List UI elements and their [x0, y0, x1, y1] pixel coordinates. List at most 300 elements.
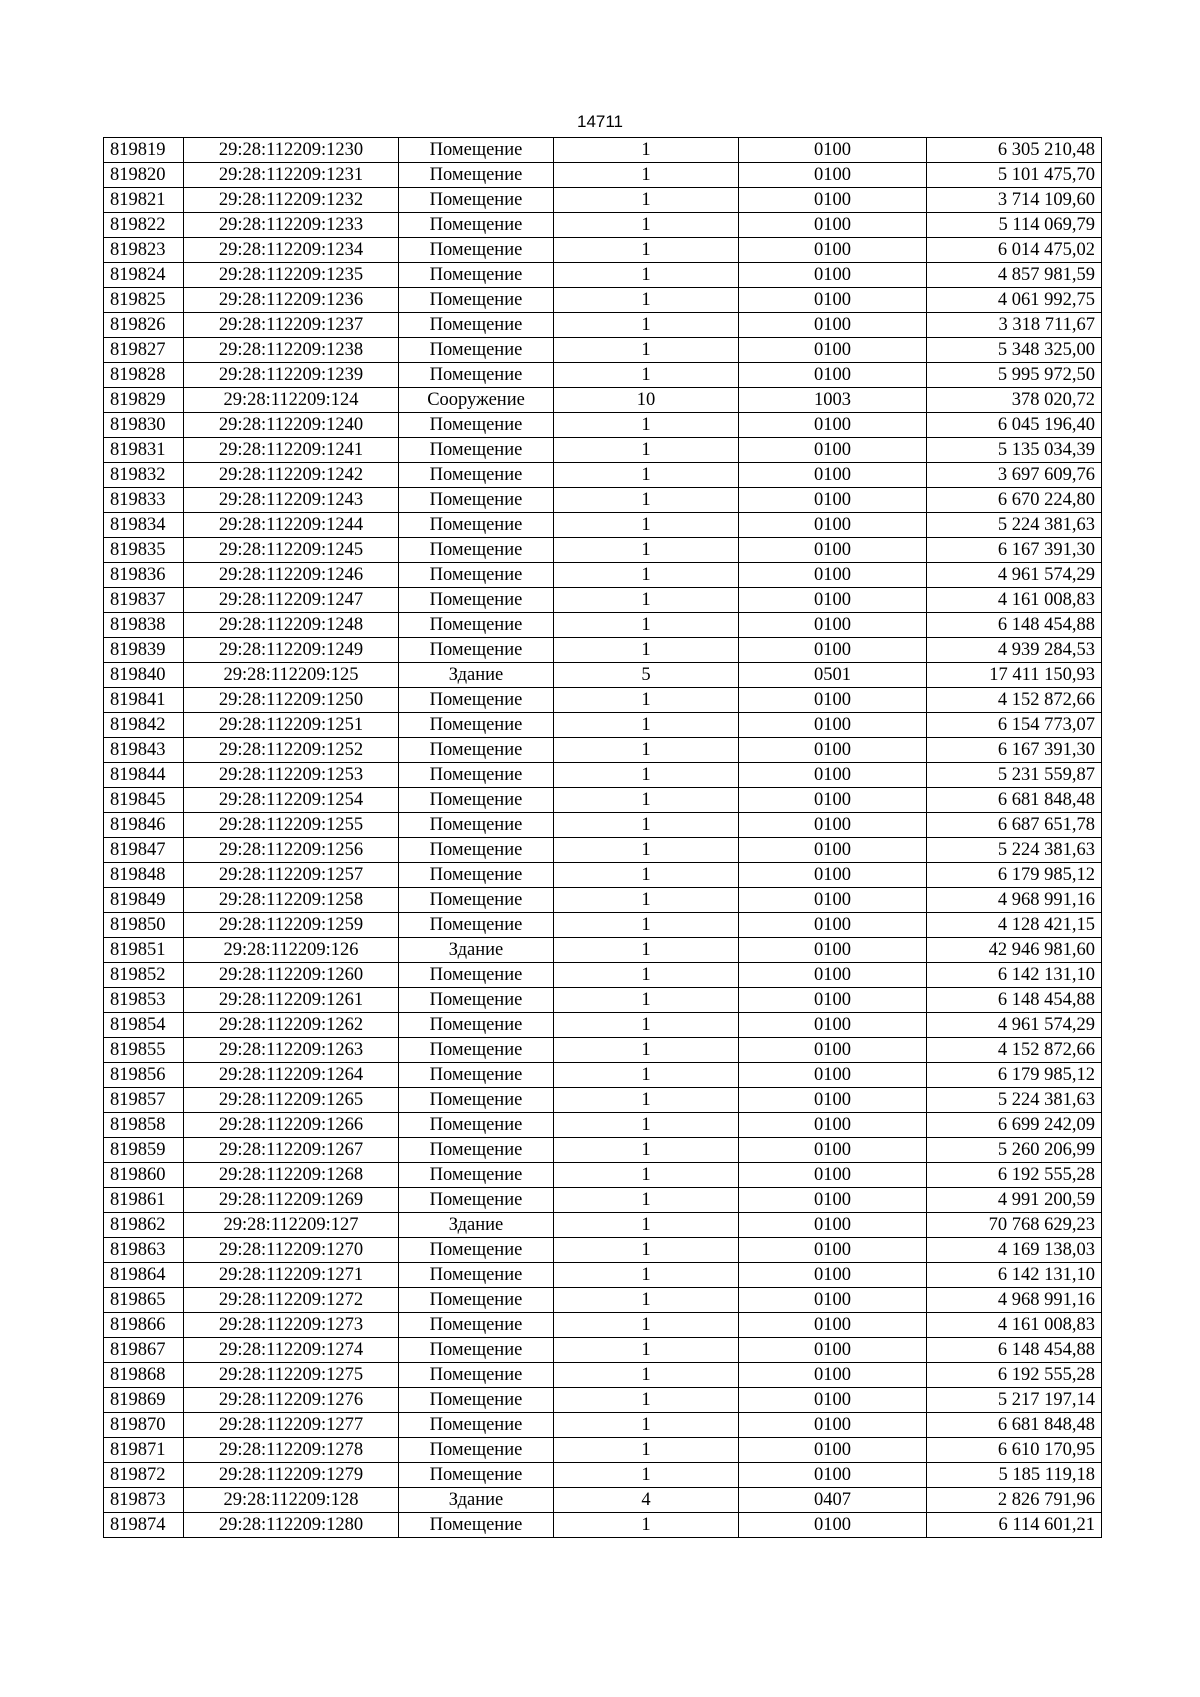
table-row: [104, 763, 1102, 788]
cadastral-number-cell: 29:28:112209:128: [184, 1488, 399, 1513]
object-type-cell: Помещение: [399, 763, 554, 788]
row-number-cell: 819833: [104, 488, 184, 513]
count-cell: 1: [554, 1238, 739, 1263]
count-cell: 1: [554, 988, 739, 1013]
table-row: [104, 963, 1102, 988]
cadastral-number-cell: 29:28:112209:1246: [184, 563, 399, 588]
row-number-cell: 819856: [104, 1063, 184, 1088]
table-row: [104, 1313, 1102, 1338]
table-row: [104, 513, 1102, 538]
cadastral-number-cell: 29:28:112209:125: [184, 663, 399, 688]
cadastral-number-cell: 29:28:112209:126: [184, 938, 399, 963]
row-number-cell: 819860: [104, 1163, 184, 1188]
table-row: [104, 1138, 1102, 1163]
cadastral-value-cell: 6 192 555,28: [927, 1363, 1102, 1388]
row-number-cell: 819845: [104, 788, 184, 813]
table-row: [104, 588, 1102, 613]
table-row: [104, 838, 1102, 863]
count-cell: 1: [554, 188, 739, 213]
cadastral-value-cell: 4 968 991,16: [927, 888, 1102, 913]
count-cell: 10: [554, 388, 739, 413]
row-number-cell: 819846: [104, 813, 184, 838]
cadastral-value-cell: 6 699 242,09: [927, 1113, 1102, 1138]
count-cell: 1: [554, 888, 739, 913]
object-type-cell: Помещение: [399, 1038, 554, 1063]
cadastral-number-cell: 29:28:112209:1271: [184, 1263, 399, 1288]
cadastral-number-cell: 29:28:112209:1268: [184, 1163, 399, 1188]
object-type-cell: Здание: [399, 1213, 554, 1238]
row-number-cell: 819830: [104, 413, 184, 438]
table-row: [104, 1213, 1102, 1238]
table-row: [104, 163, 1102, 188]
cadastral-value-cell: 4 968 991,16: [927, 1288, 1102, 1313]
code-cell: 0100: [739, 1313, 927, 1338]
table-row: [104, 488, 1102, 513]
cadastral-number-cell: 29:28:112209:1267: [184, 1138, 399, 1163]
count-cell: 1: [554, 488, 739, 513]
table-row: [104, 1088, 1102, 1113]
count-cell: 1: [554, 1213, 739, 1238]
object-type-cell: Помещение: [399, 413, 554, 438]
count-cell: 1: [554, 588, 739, 613]
cadastral-number-cell: 29:28:112209:1265: [184, 1088, 399, 1113]
table-row: [104, 463, 1102, 488]
cadastral-number-cell: 29:28:112209:1245: [184, 538, 399, 563]
cadastral-value-cell: 6 142 131,10: [927, 1263, 1102, 1288]
cadastral-number-cell: 29:28:112209:127: [184, 1213, 399, 1238]
cadastral-value-cell: 5 135 034,39: [927, 438, 1102, 463]
object-type-cell: Помещение: [399, 838, 554, 863]
cadastral-number-cell: 29:28:112209:1241: [184, 438, 399, 463]
cadastral-number-cell: 29:28:112209:1278: [184, 1438, 399, 1463]
table-row: [104, 138, 1102, 163]
count-cell: 1: [554, 1263, 739, 1288]
object-type-cell: Помещение: [399, 1288, 554, 1313]
code-cell: 0100: [739, 463, 927, 488]
object-type-cell: Помещение: [399, 1088, 554, 1113]
row-number-cell: 819820: [104, 163, 184, 188]
cadastral-number-cell: 29:28:112209:1272: [184, 1288, 399, 1313]
cadastral-value-cell: 6 148 454,88: [927, 613, 1102, 638]
count-cell: 1: [554, 838, 739, 863]
row-number-cell: 819837: [104, 588, 184, 613]
row-number-cell: 819823: [104, 238, 184, 263]
row-number-cell: 819838: [104, 613, 184, 638]
count-cell: 1: [554, 1513, 739, 1538]
row-number-cell: 819853: [104, 988, 184, 1013]
cadastral-value-cell: 6 148 454,88: [927, 1338, 1102, 1363]
cadastral-number-cell: 29:28:112209:1254: [184, 788, 399, 813]
cadastral-number-cell: 29:28:112209:1247: [184, 588, 399, 613]
count-cell: 1: [554, 763, 739, 788]
object-type-cell: Помещение: [399, 813, 554, 838]
count-cell: 1: [554, 863, 739, 888]
row-number-cell: 819874: [104, 1513, 184, 1538]
cadastral-number-cell: 29:28:112209:1234: [184, 238, 399, 263]
row-number-cell: 819854: [104, 1013, 184, 1038]
cadastral-number-cell: 29:28:112209:1257: [184, 863, 399, 888]
count-cell: 1: [554, 1288, 739, 1313]
row-number-cell: 819859: [104, 1138, 184, 1163]
cadastral-number-cell: 29:28:112209:1244: [184, 513, 399, 538]
count-cell: 1: [554, 1013, 739, 1038]
cadastral-value-cell: 5 995 972,50: [927, 363, 1102, 388]
cadastral-value-cell: 6 167 391,30: [927, 738, 1102, 763]
code-cell: 0100: [739, 1288, 927, 1313]
row-number-cell: 819829: [104, 388, 184, 413]
count-cell: 1: [554, 138, 739, 163]
table-row: [104, 1513, 1102, 1538]
cadastral-value-cell: 3 714 109,60: [927, 188, 1102, 213]
count-cell: 1: [554, 238, 739, 263]
cadastral-number-cell: 29:28:112209:1250: [184, 688, 399, 713]
table-row: [104, 1113, 1102, 1138]
cadastral-number-cell: 29:28:112209:1237: [184, 313, 399, 338]
table-row: [104, 238, 1102, 263]
cadastral-value-cell: 5 114 069,79: [927, 213, 1102, 238]
code-cell: 0100: [739, 738, 927, 763]
table-row: [104, 863, 1102, 888]
count-cell: 1: [554, 1038, 739, 1063]
count-cell: 1: [554, 1388, 739, 1413]
table-row: [104, 938, 1102, 963]
cadastral-number-cell: 29:28:112209:1266: [184, 1113, 399, 1138]
code-cell: 0100: [739, 1338, 927, 1363]
cadastral-value-cell: 4 161 008,83: [927, 588, 1102, 613]
cadastral-number-cell: 29:28:112209:1280: [184, 1513, 399, 1538]
object-type-cell: Здание: [399, 938, 554, 963]
table-row: [104, 1263, 1102, 1288]
cadastral-number-cell: 29:28:112209:1239: [184, 363, 399, 388]
object-type-cell: Помещение: [399, 713, 554, 738]
table-row: [104, 1438, 1102, 1463]
cadastral-value-cell: 4 161 008,83: [927, 1313, 1102, 1338]
count-cell: 1: [554, 163, 739, 188]
code-cell: 0100: [739, 263, 927, 288]
row-number-cell: 819870: [104, 1413, 184, 1438]
page-number: 14711: [576, 112, 623, 131]
object-type-cell: Помещение: [399, 1363, 554, 1388]
row-number-cell: 819819: [104, 138, 184, 163]
code-cell: 0100: [739, 913, 927, 938]
cadastral-value-cell: 4 169 138,03: [927, 1238, 1102, 1263]
cadastral-value-cell: 6 142 131,10: [927, 963, 1102, 988]
object-type-cell: Помещение: [399, 1388, 554, 1413]
object-type-cell: Помещение: [399, 588, 554, 613]
row-number-cell: 819824: [104, 263, 184, 288]
table-row: [104, 438, 1102, 463]
cadastral-number-cell: 29:28:112209:1252: [184, 738, 399, 763]
count-cell: 1: [554, 1088, 739, 1113]
code-cell: 0100: [739, 688, 927, 713]
table-row: [104, 538, 1102, 563]
cadastral-value-cell: 4 152 872,66: [927, 688, 1102, 713]
cadastral-value-cell: 5 217 197,14: [927, 1388, 1102, 1413]
count-cell: 1: [554, 913, 739, 938]
count-cell: 1: [554, 713, 739, 738]
object-type-cell: Помещение: [399, 913, 554, 938]
code-cell: 0407: [739, 1488, 927, 1513]
cadastral-value-cell: 5 348 325,00: [927, 338, 1102, 363]
cadastral-number-cell: 29:28:112209:1253: [184, 763, 399, 788]
object-type-cell: Здание: [399, 663, 554, 688]
count-cell: 1: [554, 263, 739, 288]
row-number-cell: 819828: [104, 363, 184, 388]
code-cell: 0100: [739, 338, 927, 363]
row-number-cell: 819832: [104, 463, 184, 488]
cadastral-value-cell: 6 179 985,12: [927, 1063, 1102, 1088]
table-row: [104, 563, 1102, 588]
table-row: [104, 313, 1102, 338]
code-cell: 0100: [739, 1138, 927, 1163]
cadastral-number-cell: 29:28:112209:1276: [184, 1388, 399, 1413]
table-row: [104, 338, 1102, 363]
object-type-cell: Помещение: [399, 263, 554, 288]
count-cell: 1: [554, 563, 739, 588]
row-number-cell: 819827: [104, 338, 184, 363]
cadastral-number-cell: 29:28:112209:1232: [184, 188, 399, 213]
table-row: [104, 288, 1102, 313]
cadastral-value-cell: 5 224 381,63: [927, 1088, 1102, 1113]
object-type-cell: Помещение: [399, 1263, 554, 1288]
cadastral-value-cell: 17 411 150,93: [927, 663, 1102, 688]
count-cell: 1: [554, 813, 739, 838]
object-type-cell: Помещение: [399, 863, 554, 888]
count-cell: 1: [554, 288, 739, 313]
row-number-cell: 819872: [104, 1463, 184, 1488]
row-number-cell: 819868: [104, 1363, 184, 1388]
code-cell: 0100: [739, 888, 927, 913]
count-cell: 1: [554, 338, 739, 363]
cadastral-number-cell: 29:28:112209:1238: [184, 338, 399, 363]
object-type-cell: Помещение: [399, 1463, 554, 1488]
count-cell: 1: [554, 938, 739, 963]
cadastral-number-cell: 29:28:112209:124: [184, 388, 399, 413]
row-number-cell: 819865: [104, 1288, 184, 1313]
row-number-cell: 819836: [104, 563, 184, 588]
table-row: [104, 388, 1102, 413]
count-cell: 1: [554, 638, 739, 663]
code-cell: 0100: [739, 363, 927, 388]
cadastral-value-cell: 6 014 475,02: [927, 238, 1102, 263]
cadastral-number-cell: 29:28:112209:1258: [184, 888, 399, 913]
object-type-cell: Помещение: [399, 1113, 554, 1138]
table-row: [104, 663, 1102, 688]
code-cell: 0100: [739, 1113, 927, 1138]
object-type-cell: Помещение: [399, 538, 554, 563]
count-cell: 1: [554, 1413, 739, 1438]
code-cell: 0100: [739, 763, 927, 788]
row-number-cell: 819851: [104, 938, 184, 963]
code-cell: 0100: [739, 1263, 927, 1288]
cadastral-value-cell: 6 167 391,30: [927, 538, 1102, 563]
object-type-cell: Помещение: [399, 188, 554, 213]
code-cell: 0100: [739, 288, 927, 313]
table-row: [104, 788, 1102, 813]
code-cell: 1003: [739, 388, 927, 413]
cadastral-value-cell: 6 045 196,40: [927, 413, 1102, 438]
row-number-cell: 819857: [104, 1088, 184, 1113]
code-cell: 0100: [739, 438, 927, 463]
row-number-cell: 819852: [104, 963, 184, 988]
object-type-cell: Помещение: [399, 1238, 554, 1263]
count-cell: 1: [554, 688, 739, 713]
row-number-cell: 819821: [104, 188, 184, 213]
row-number-cell: 819848: [104, 863, 184, 888]
count-cell: 1: [554, 463, 739, 488]
count-cell: 1: [554, 1063, 739, 1088]
cadastral-number-cell: 29:28:112209:1256: [184, 838, 399, 863]
code-cell: 0100: [739, 1163, 927, 1188]
code-cell: 0100: [739, 1363, 927, 1388]
code-cell: 0100: [739, 1388, 927, 1413]
cadastral-number-cell: 29:28:112209:1233: [184, 213, 399, 238]
object-type-cell: Помещение: [399, 163, 554, 188]
cadastral-value-cell: 4 128 421,15: [927, 913, 1102, 938]
cadastral-value-cell: 6 610 170,95: [927, 1438, 1102, 1463]
cadastral-number-cell: 29:28:112209:1259: [184, 913, 399, 938]
count-cell: 1: [554, 1188, 739, 1213]
code-cell: 0100: [739, 1413, 927, 1438]
code-cell: 0100: [739, 788, 927, 813]
row-number-cell: 819858: [104, 1113, 184, 1138]
cadastral-value-cell: 42 946 981,60: [927, 938, 1102, 963]
cadastral-number-cell: 29:28:112209:1231: [184, 163, 399, 188]
table-row: [104, 363, 1102, 388]
object-type-cell: Помещение: [399, 788, 554, 813]
object-type-cell: Помещение: [399, 1338, 554, 1363]
row-number-cell: 819869: [104, 1388, 184, 1413]
code-cell: 0100: [739, 138, 927, 163]
row-number-cell: 819847: [104, 838, 184, 863]
row-number-cell: 819843: [104, 738, 184, 763]
code-cell: 0100: [739, 488, 927, 513]
object-type-cell: Здание: [399, 1488, 554, 1513]
code-cell: 0100: [739, 1238, 927, 1263]
table-row: [104, 813, 1102, 838]
count-cell: 1: [554, 1113, 739, 1138]
object-type-cell: Помещение: [399, 888, 554, 913]
object-type-cell: Помещение: [399, 288, 554, 313]
count-cell: 1: [554, 1163, 739, 1188]
table-row: [104, 1388, 1102, 1413]
cadastral-value-cell: 4 939 284,53: [927, 638, 1102, 663]
object-type-cell: Помещение: [399, 688, 554, 713]
table-row: [104, 1463, 1102, 1488]
cadastral-value-cell: 6 148 454,88: [927, 988, 1102, 1013]
object-type-cell: Помещение: [399, 363, 554, 388]
code-cell: 0100: [739, 413, 927, 438]
table-body: [104, 138, 1102, 1538]
object-type-cell: Помещение: [399, 513, 554, 538]
table-row: [104, 1363, 1102, 1388]
cadastral-number-cell: 29:28:112209:1262: [184, 1013, 399, 1038]
code-cell: 0100: [739, 838, 927, 863]
cadastral-value-cell: 6 114 601,21: [927, 1513, 1102, 1538]
cadastral-value-cell: 4 152 872,66: [927, 1038, 1102, 1063]
code-cell: 0100: [739, 813, 927, 838]
object-type-cell: Помещение: [399, 213, 554, 238]
cadastral-value-table: [103, 137, 1102, 1538]
code-cell: 0100: [739, 1438, 927, 1463]
object-type-cell: Помещение: [399, 463, 554, 488]
row-number-cell: 819863: [104, 1238, 184, 1263]
code-cell: 0100: [739, 238, 927, 263]
code-cell: 0100: [739, 1013, 927, 1038]
cadastral-number-cell: 29:28:112209:1275: [184, 1363, 399, 1388]
cadastral-number-cell: 29:28:112209:1251: [184, 713, 399, 738]
row-number-cell: 819834: [104, 513, 184, 538]
cadastral-value-cell: 5 231 559,87: [927, 763, 1102, 788]
row-number-cell: 819873: [104, 1488, 184, 1513]
cadastral-number-cell: 29:28:112209:1274: [184, 1338, 399, 1363]
cadastral-value-cell: 6 681 848,48: [927, 1413, 1102, 1438]
table-row: [104, 988, 1102, 1013]
table-row: [104, 1338, 1102, 1363]
object-type-cell: Помещение: [399, 1188, 554, 1213]
cadastral-value-cell: 3 318 711,67: [927, 313, 1102, 338]
row-number-cell: 819831: [104, 438, 184, 463]
object-type-cell: Помещение: [399, 563, 554, 588]
cadastral-value-cell: 6 179 985,12: [927, 863, 1102, 888]
row-number-cell: 819864: [104, 1263, 184, 1288]
cadastral-number-cell: 29:28:112209:1230: [184, 138, 399, 163]
cadastral-value-cell: 70 768 629,23: [927, 1213, 1102, 1238]
row-number-cell: 819866: [104, 1313, 184, 1338]
row-number-cell: 819855: [104, 1038, 184, 1063]
object-type-cell: Помещение: [399, 238, 554, 263]
cadastral-number-cell: 29:28:112209:1261: [184, 988, 399, 1013]
count-cell: 1: [554, 613, 739, 638]
count-cell: 1: [554, 1138, 739, 1163]
code-cell: 0100: [739, 188, 927, 213]
cadastral-value-cell: 6 687 651,78: [927, 813, 1102, 838]
count-cell: 1: [554, 1338, 739, 1363]
object-type-cell: Помещение: [399, 1413, 554, 1438]
table-row: [104, 1288, 1102, 1313]
cadastral-value-cell: 5 260 206,99: [927, 1138, 1102, 1163]
table-row: [104, 1063, 1102, 1088]
code-cell: 0100: [739, 1038, 927, 1063]
cadastral-number-cell: 29:28:112209:1264: [184, 1063, 399, 1088]
object-type-cell: Помещение: [399, 963, 554, 988]
object-type-cell: Помещение: [399, 438, 554, 463]
cadastral-value-cell: 4 857 981,59: [927, 263, 1102, 288]
code-cell: 0100: [739, 163, 927, 188]
row-number-cell: 819825: [104, 288, 184, 313]
table-row: [104, 638, 1102, 663]
count-cell: 1: [554, 963, 739, 988]
code-cell: 0100: [739, 1188, 927, 1213]
row-number-cell: 819822: [104, 213, 184, 238]
cadastral-number-cell: 29:28:112209:1273: [184, 1313, 399, 1338]
count-cell: 1: [554, 313, 739, 338]
object-type-cell: Помещение: [399, 988, 554, 1013]
table-row: [104, 188, 1102, 213]
cadastral-number-cell: 29:28:112209:1279: [184, 1463, 399, 1488]
table-row: [104, 1238, 1102, 1263]
object-type-cell: Помещение: [399, 488, 554, 513]
code-cell: 0100: [739, 963, 927, 988]
cadastral-value-cell: 4 991 200,59: [927, 1188, 1102, 1213]
count-cell: 1: [554, 738, 739, 763]
cadastral-number-cell: 29:28:112209:1240: [184, 413, 399, 438]
table-row: [104, 213, 1102, 238]
row-number-cell: 819867: [104, 1338, 184, 1363]
row-number-cell: 819849: [104, 888, 184, 913]
cadastral-number-cell: 29:28:112209:1243: [184, 488, 399, 513]
code-cell: 0100: [739, 313, 927, 338]
